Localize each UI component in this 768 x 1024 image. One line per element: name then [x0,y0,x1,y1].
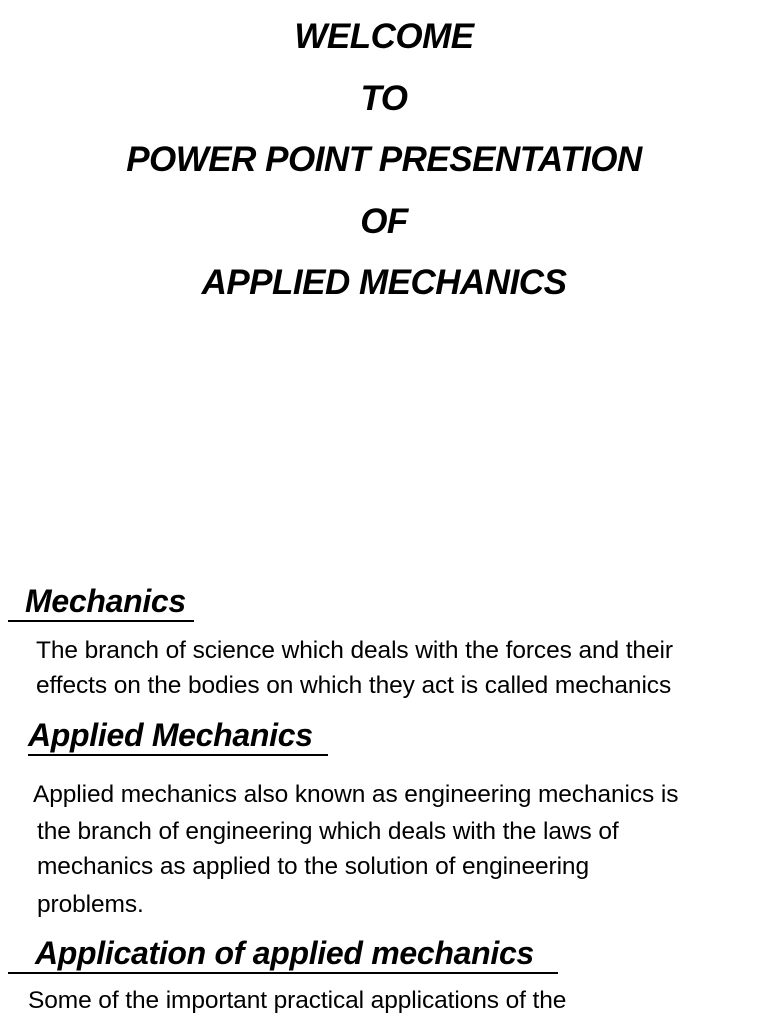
body-line: effects on the bodies on which they act is called mechanics [36,672,672,699]
body-line: problems. [37,891,144,918]
body-line: mechanics as applied to the solution of engineering [37,853,589,880]
title-line-presentation: POWER POINT PRESENTATION [126,140,642,179]
title-line-welcome: WELCOME [294,17,474,56]
title-block [0,6,768,314]
section-heading-applied-mechanics: Applied Mechanics [28,717,313,753]
body-line: Applied mechanics also known as engineering mechanics is [33,781,679,808]
section-heading-application: Application of applied mechanics [35,935,534,971]
body-line: Some of the important practical applications of the [28,987,567,1014]
title-line-to: TO [360,78,408,118]
section-heading-mechanics: Mechanics [25,583,186,619]
body-line: The branch of science which deals with the forces and their [36,637,673,664]
heading-underline [28,754,328,756]
title-line-of: OF [360,201,408,241]
body-line: the branch of engineering which deals with the laws of [37,818,619,845]
heading-underline [8,972,558,974]
title-line-subject: APPLIED MECHANICS [201,263,567,302]
heading-underline [8,620,194,622]
